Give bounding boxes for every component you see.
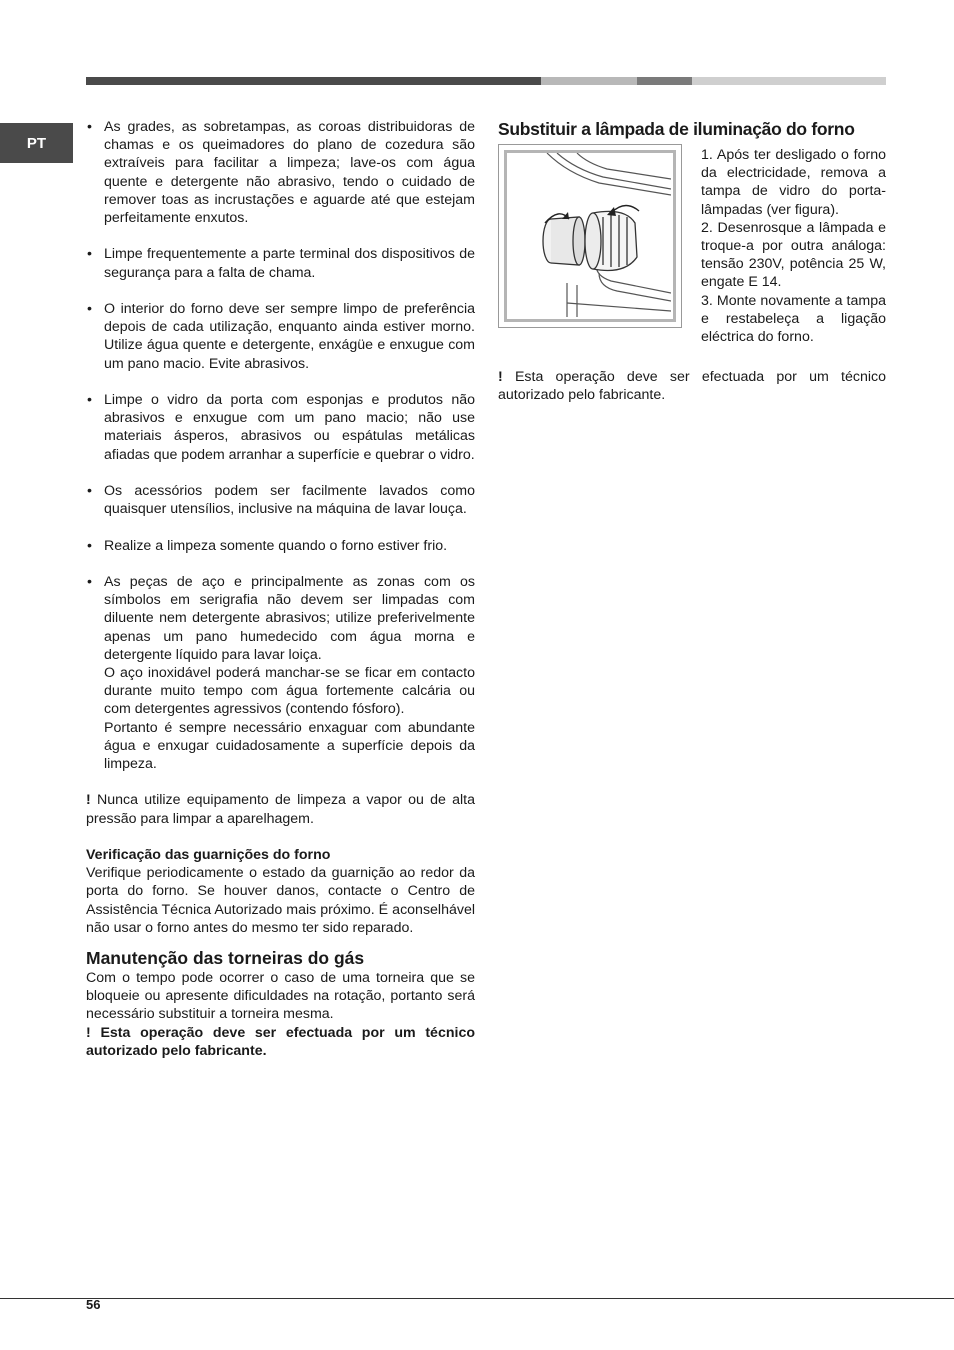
- bullet-text: Portanto é sempre necessário enxaguar com abundante água e enxugar cuidadosamente a superfície depois da limpeza.: [104, 719, 475, 773]
- header-bar-segment-mid: [637, 77, 692, 85]
- header-color-bar: [86, 77, 886, 85]
- bullet-item: [86, 118, 475, 227]
- bullet-item: [86, 391, 475, 464]
- bullet-text: O aço inoxidável poderá manchar-se se ficar em contacto durante muito tempo com água fortemente calcária ou com detergentes agressivos (contendo fósforo).: [104, 665, 475, 718]
- cleaning-bullet-list: [86, 118, 475, 773]
- warning-text: Nunca utilize equipamento de limpeza a vapor ou de alta pressão para limpar a aparelhagem.: [86, 792, 475, 827]
- bullet-text: As peças de aço e principalmente as zonas com os símbolos em serigrafia não devem ser limpadas com diluente nem detergente abrasivos; utilize preferivelmente apenas um pano humedecido com água morna e detergente líquido para lavar loiça.: [104, 573, 475, 663]
- header-bar-segment-dark: [86, 77, 541, 85]
- warning-mark: !: [498, 369, 503, 385]
- lamp-figure: [498, 144, 682, 328]
- bullet-marker: •: [87, 301, 92, 317]
- seal-check-text: Verifique periodicamente o estado da guarnição ao redor da porta do forno. Se houver danos, contacte o Centro de Assistência Técnica Autorizado mais próximo. É aconselhável não usar o forno antes do mesmo ter sido reparado.: [86, 865, 475, 936]
- lamp-step: 1. Após ter desligado o forno da electricidade, remova a tampa de vidro do porta-lâmpadas (ver figura).: [701, 147, 886, 218]
- bullet-item: [86, 300, 475, 373]
- gas-taps-warning: [86, 1024, 475, 1060]
- bullet-text: Os acessórios podem ser facilmente lavados como quaisquer utensílios, inclusive na máquina de lavar louça.: [104, 483, 475, 518]
- bullet-text: O interior do forno deve ser sempre limpo de preferência depois de cada utilização, enquanto ainda estiver morno. Utilize água quente e detergente, enxágüe e enxugue com um pano macio. Evite abrasivos.: [104, 301, 475, 372]
- language-tab: [0, 123, 73, 163]
- right-column: [498, 118, 886, 404]
- oven-lamp-illustration: [507, 153, 671, 317]
- bullet-marker: •: [87, 537, 92, 554]
- page-number: 56: [86, 1297, 101, 1312]
- footer-divider: [0, 1298, 954, 1299]
- lamp-replacement-block: [498, 144, 886, 358]
- language-label: PT: [26, 134, 47, 152]
- bullet-item: [86, 573, 475, 773]
- bullet-text: Limpe o vidro da porta com esponjas e produtos não abrasivos e enxugue com um pano macio; não use materiais ásperos, abrasivos ou espátulas metálicas afiadas que podem arranhar a superfície e quebrar o vidro.: [104, 392, 475, 463]
- bullet-marker: •: [87, 246, 92, 263]
- warning-mark: !: [86, 792, 91, 809]
- gas-taps-text: Com o tempo pode ocorrer o caso de uma torneira que se bloqueie ou apresente dificuldades na rotação, portanto será necessário substituir a torneira mesma.: [86, 970, 475, 1023]
- header-bar-segment-pale: [692, 77, 886, 85]
- bullet-text: Realize a limpeza somente quando o forno estiver frio.: [104, 537, 448, 554]
- seal-check-heading: Verificação das guarnições do forno: [86, 847, 331, 863]
- bullet-marker: •: [87, 392, 92, 408]
- bullet-marker: •: [87, 119, 92, 135]
- header-bar-segment-light: [541, 77, 637, 85]
- lamp-figure-frame: [504, 150, 676, 322]
- warning-text: Esta operação deve ser efectuada por um técnico autorizado pelo fabricante.: [498, 369, 886, 404]
- lamp-step: 2. Desenrosque a lâmpada e troque-a por outra análoga: tensão 230V, potência 25 W, engate E 14.: [701, 219, 886, 291]
- lamp-warning: [498, 368, 886, 404]
- lamp-steps: [701, 146, 886, 346]
- gas-taps-heading: Manutenção das torneiras do gás: [86, 948, 365, 969]
- bullet-item: [86, 245, 475, 281]
- bullet-marker: •: [87, 573, 92, 590]
- left-column: [86, 118, 475, 1060]
- bullet-marker: •: [87, 483, 92, 499]
- bullet-item: [86, 482, 475, 518]
- warning-text: Esta operação deve ser efectuada por um técnico autorizado pelo fabricante.: [86, 1024, 475, 1059]
- bullet-text: As grades, as sobretampas, as coroas distribuidoras de chamas e os queimadores do plano de cozedura são extraíveis para facilitar a limpeza; lave-os com água quente e detergente não abrasivo, tendo o cuidado de remover toas as incrustações e aguarde até que estejam perfeitamente enxutos.: [104, 119, 475, 227]
- steam-cleaner-warning: [86, 791, 475, 827]
- bullet-item: [86, 537, 475, 555]
- lamp-replacement-heading: Substituir a lâmpada de iluminação do forno: [498, 119, 855, 139]
- bullet-text: Limpe frequentemente a parte terminal dos dispositivos de segurança para a falta de chama.: [104, 246, 475, 281]
- warning-mark: !: [86, 1024, 91, 1041]
- lamp-step: 3. Monte novamente a tampa e restabeleça a ligação eléctrica do forno.: [701, 292, 886, 346]
